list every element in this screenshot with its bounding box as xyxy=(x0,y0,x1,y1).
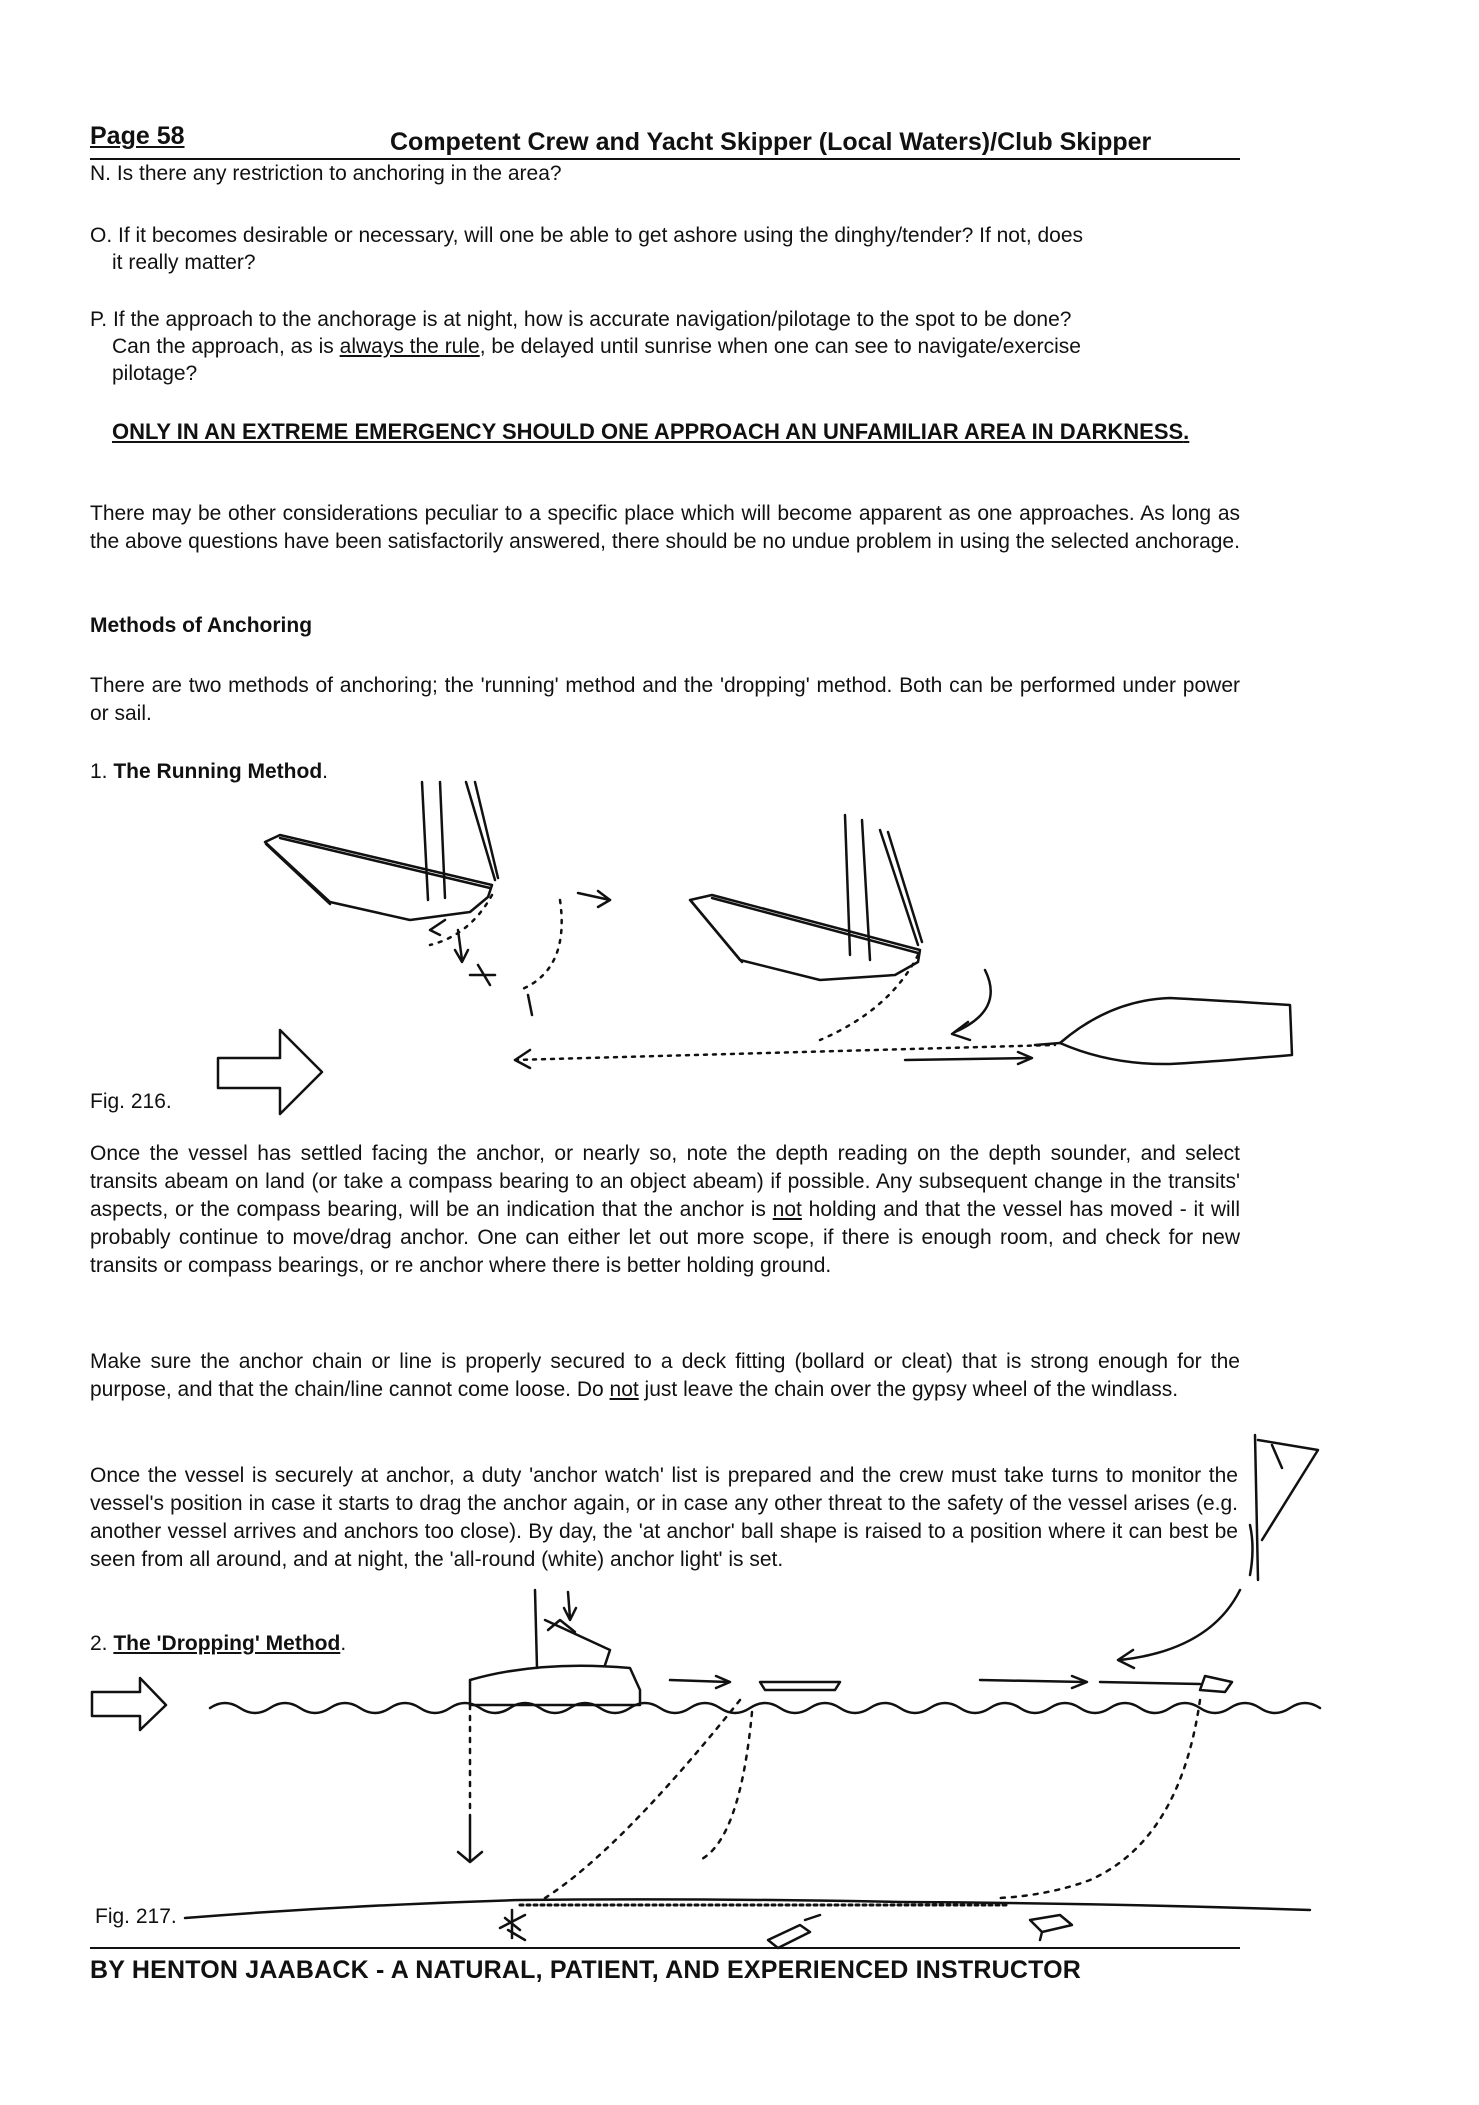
considerations-paragraph: There may be other considerations peculiar to a specific place which will become apparent as one approaches. As long as the above questions have been satisfactorily answered, there should be no undue problem in using the selected anchorage. xyxy=(90,502,1240,553)
fig216-caption: Fig. 216. xyxy=(90,1090,172,1113)
fig217-caption: Fig. 217. xyxy=(95,1905,177,1928)
sail-icon xyxy=(1250,1435,1318,1580)
box-icon xyxy=(1030,1915,1072,1940)
question-p-line2: Can the approach, as is always the rule, be delayed until sunrise when one can see to navigate/exercise xyxy=(112,335,1081,358)
document-title: Competent Crew and Yacht Skipper (Local Waters)/Club Skipper xyxy=(390,128,1152,156)
question-n: N. Is there any restriction to anchoring in the area? xyxy=(90,162,562,185)
seaweed-icon xyxy=(500,1910,525,1940)
settled-paragraph: Once the vessel has settled facing the anchor, or nearly so, note the depth reading on the depth sounder, and select transits abeam on land (or take a compass bearing to an object abeam) if possible. Any subsequent change in the transits' aspects, or the compass bearing, will be an indication that the anchor is not holding and that the vessel has moved - it will probably continue to move/drag anchor. One can either let out more scope, if there is enough room, and check for new transits or compass bearings, or re anchor where there is better holding ground. xyxy=(90,1142,1240,1277)
methods-paragraph: There are two methods of anchoring; the 'running' method and the 'dropping' method. Both can be performed under power or sail. xyxy=(90,674,1240,725)
question-p-line3: pilotage? xyxy=(112,362,198,385)
page-number: Page 58 xyxy=(90,122,185,150)
footer-credit: BY HENTON JAABACK - A NATURAL, PATIENT, AND EXPERIENCED INSTRUCTOR xyxy=(90,1956,1082,1984)
direction-arrow-icon xyxy=(92,1678,166,1730)
methods-heading: Methods of Anchoring xyxy=(90,614,313,637)
always-the-rule-text: always the rule xyxy=(339,335,480,358)
dropping-method-heading: 2. The 'Dropping' Method. xyxy=(90,1632,347,1655)
anchor-icon xyxy=(458,1820,482,1862)
bottle-icon xyxy=(768,1915,820,1948)
fig217-motor-boat xyxy=(470,1590,640,1705)
question-o-line2: it really matter? xyxy=(112,251,256,274)
question-p-line1: P. If the approach to the anchorage is at night, how is accurate navigation/pilotage to the spot to be done? xyxy=(90,308,1072,331)
secure-chain-paragraph: Make sure the anchor chain or line is properly secured to a deck fitting (bollard or cleat) that is strong enough for the purpose, and that the chain/line cannot come loose. Do not just leave the chain over the gypsy wheel of the windlass. xyxy=(90,1350,1240,1401)
question-o-line1: O. If it becomes desirable or necessary, will one be able to get ashore using the dinghy/tender? If not, does xyxy=(90,224,1084,247)
running-method-heading: 1. The Running Method. xyxy=(90,760,328,783)
footer-rule xyxy=(90,1947,1240,1949)
anchor-watch-paragraph: Once the vessel is securely at anchor, a duty 'anchor watch' list is prepared and the crew must take turns to monitor the vessel's position in case it starts to drag the anchor again, or in case any other threat to the safety of the vessel arises (e.g. another vessel arrives and anchors too close). By day, the 'at anchor' ball shape is raised to a position where it can best be seen from all around, and at night, the 'all-round (white) anchor light' is set. xyxy=(90,1464,1238,1571)
darkness-warning: ONLY IN AN EXTREME EMERGENCY SHOULD ONE APPROACH AN UNFAMILIAR AREA IN DARKNESS. xyxy=(112,419,1190,444)
